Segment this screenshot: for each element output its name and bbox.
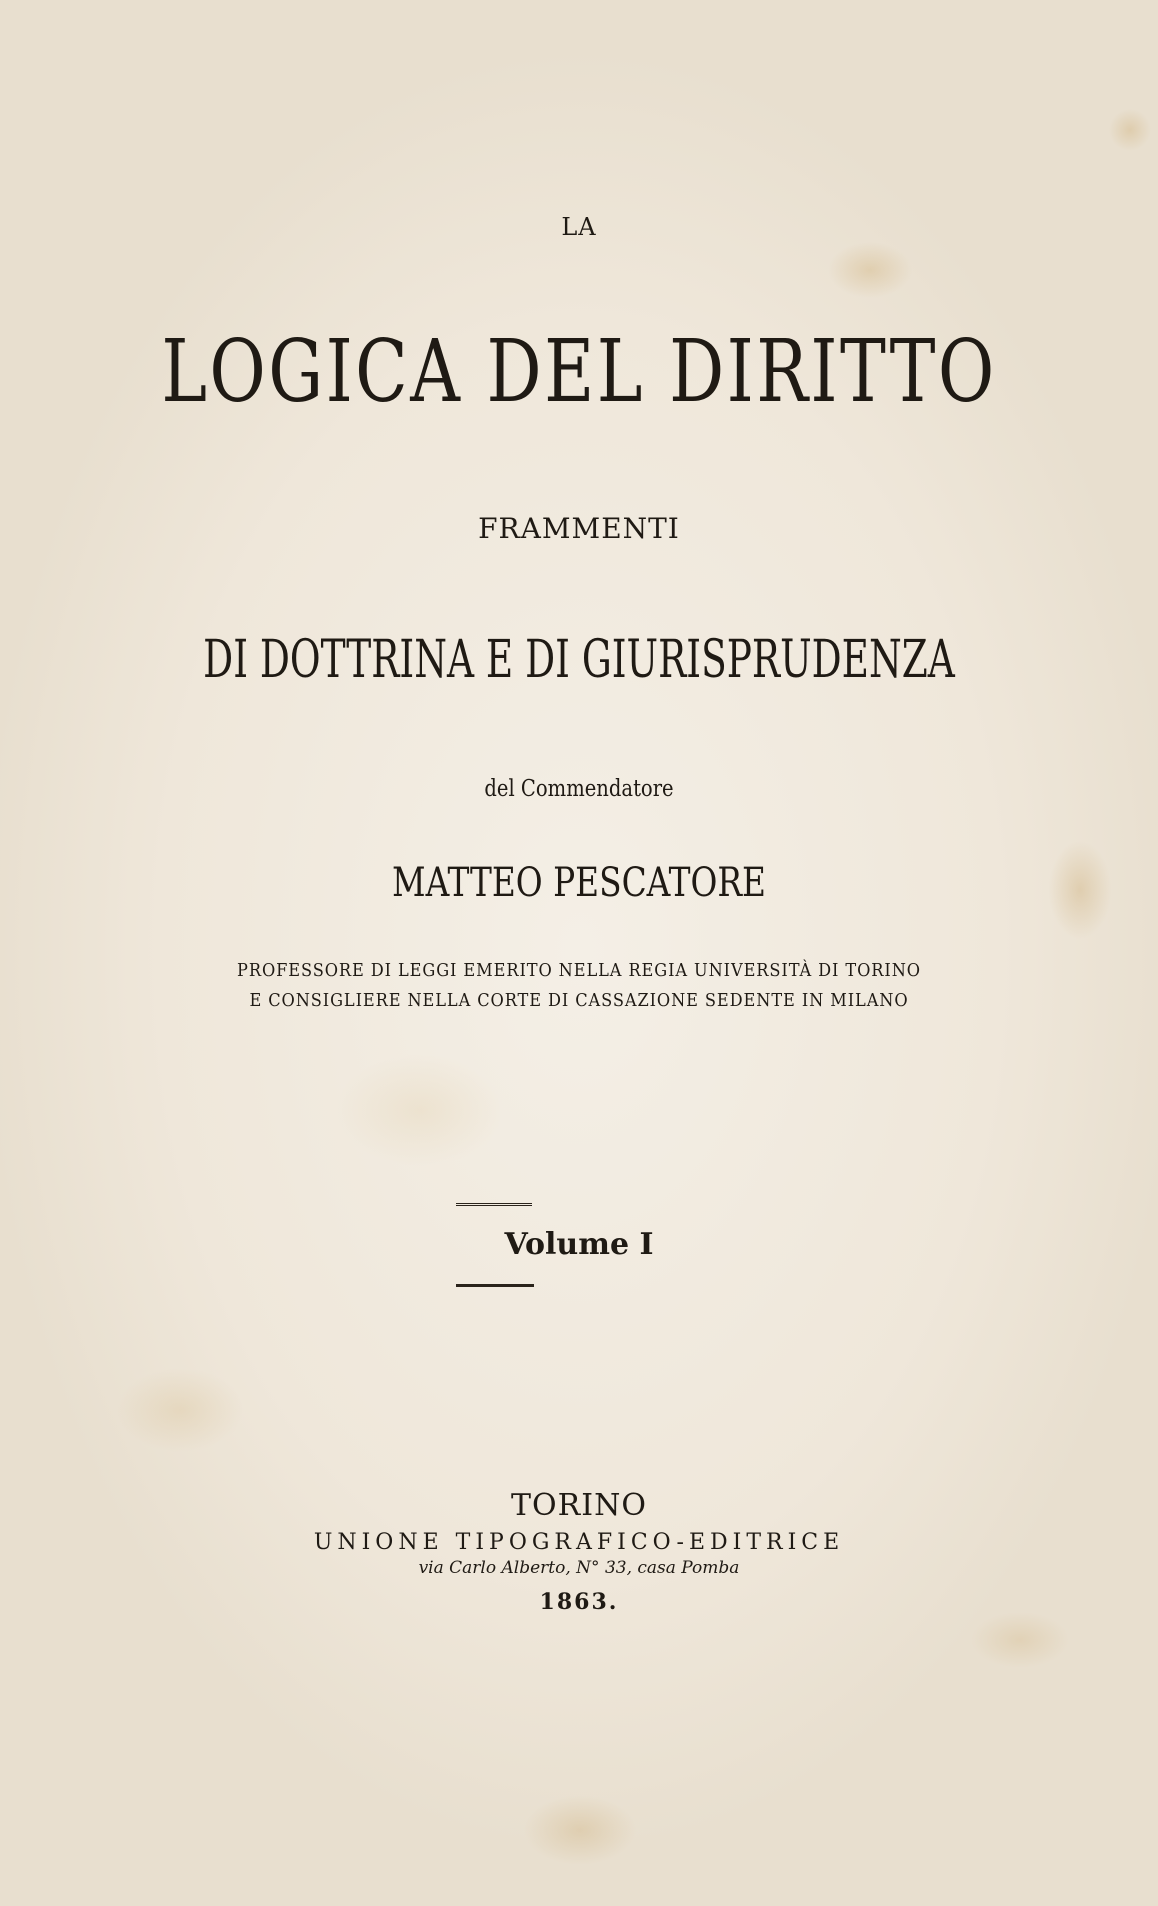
imprint-publisher: UNIONE TIPOGRAFICO-EDITRICE <box>313 1530 845 1555</box>
author-name: MATTEO PESCATORE <box>392 860 766 906</box>
byline: del Commendatore <box>484 776 674 802</box>
volume-bottom-rule <box>456 1284 534 1287</box>
volume-label: Volume I <box>504 1227 654 1262</box>
imprint-address: via Carlo Alberto, N° 33, casa Pomba <box>418 1558 740 1578</box>
book-title: LOGICA DEL DIRITTO <box>161 322 997 422</box>
title-frammenti: FRAMMENTI <box>478 512 680 545</box>
volume-top-rule <box>456 1203 532 1206</box>
imprint-city: TORINO <box>511 1488 647 1523</box>
book-subtitle: DI DOTTRINA E DI GIURISPRUDENZA <box>203 630 955 690</box>
imprint-year: 1863. <box>539 1589 619 1615</box>
author-credentials-line1: PROFESSORE DI LEGGI EMERITO NELLA REGIA UNIVERSITÀ DI TORINO <box>237 960 921 981</box>
title-article: LA <box>561 213 597 241</box>
author-credentials-line2: E CONSIGLIERE NELLA CORTE DI CASSAZIONE SEDENTE IN MILANO <box>249 990 909 1011</box>
